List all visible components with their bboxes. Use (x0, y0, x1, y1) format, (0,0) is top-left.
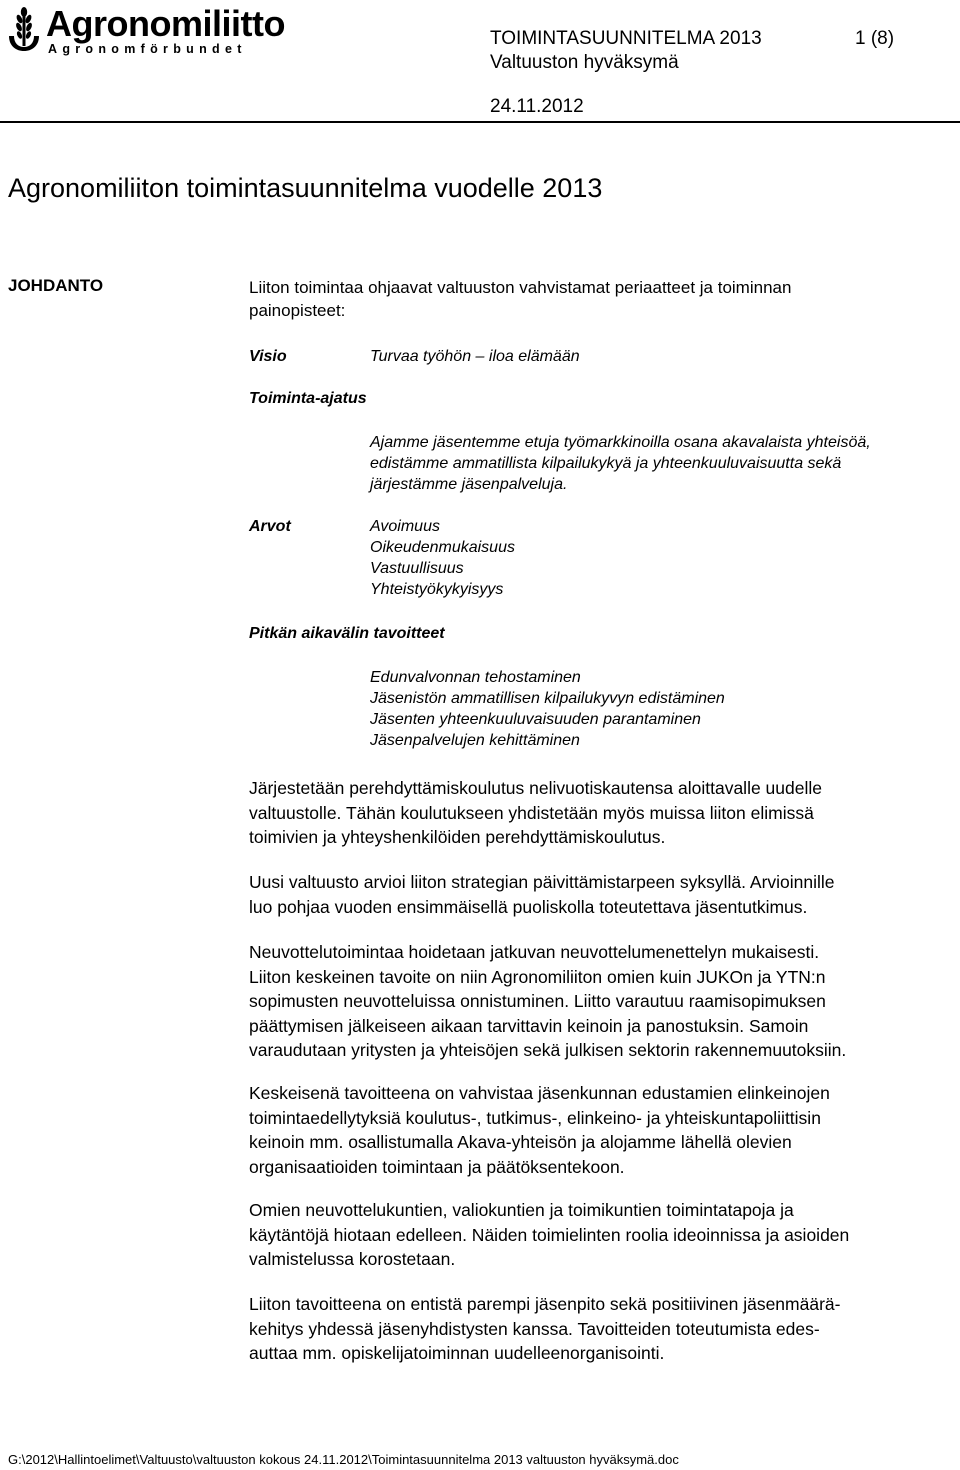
tavoite-item: Jäsenistön ammatillisen kilpailukyvyn edistäminen (370, 690, 725, 707)
paragraph-line: päättymisen jälkeiseen aikaan tarvittavin keinoin ja panostuksin. Samoin (249, 1015, 809, 1036)
paragraph-line: varaudutaan yritysten ja yhteisöjen sekä julkisen sektorin rakennemuutoksiin. (249, 1040, 847, 1060)
header-divider (0, 121, 960, 123)
arvo-item: Yhteistyökykyisyys (370, 581, 504, 598)
toiminta-line: järjestämme jäsenpalveluja. (370, 476, 568, 493)
paragraph-line: Neuvottelutoimintaa hoidetaan jatkuvan neuvottelumenettelyn mukaisesti. (249, 942, 820, 962)
visio-label: Visio (249, 348, 287, 365)
arvo-item: Avoimuus (370, 518, 440, 535)
approval-status: Valtuuston hyväksymä (490, 52, 679, 73)
paragraph-perehdytys (249, 776, 954, 850)
paragraph-line: toimintaedellytyksiä koulutus-, tutkimus-, elinkeino- ja yhteiskuntapoliittisin (249, 1107, 821, 1128)
toiminta-ajatus-label: Toiminta-ajatus (249, 390, 367, 407)
paragraph-line: käytäntöjä hiotaan edelleen. Näiden toimielinten roolia ideoinnissa ja asioiden (249, 1224, 850, 1245)
intro-line: Liiton toimintaa ohjaavat valtuuston vahvistamat periaatteet ja toiminnan (249, 278, 792, 297)
agronomiliitto-logo (6, 3, 285, 56)
paragraph-line: toimivien ja yhteyshenkilöiden perehdyttämiskoulutus. (249, 827, 666, 847)
arvot-list (370, 516, 515, 600)
paragraph-line: Keskeisenä tavoitteena on vahvistaa jäsenkunnan edustamien elinkeinojen (249, 1083, 830, 1103)
visio-text: Turvaa työhön – iloa elämään (370, 348, 580, 365)
intro-line: painopisteet: (249, 301, 346, 320)
doc-date: 24.11.2012 (490, 96, 584, 117)
paragraph-line: sopimusten neuvotteluissa onnistuminen. Liitto varautuu raamisopimuksen (249, 991, 826, 1011)
toiminta-line: Ajamme jäsentemme etuja työmarkkinoilla osana akavalaista yhteisöä, (370, 434, 871, 451)
arvo-item: Oikeudenmukaisuus (370, 539, 515, 556)
paragraph-line: Omien neuvottelukuntien, valiokuntien ja toimikuntien toimintatapoja ja (249, 1200, 794, 1220)
paragraph-toimielimet (249, 1198, 954, 1272)
toiminta-ajatus-text (370, 432, 871, 495)
paragraph-line: organisaatioiden toimintaan ja päätöksentekoon. (249, 1156, 625, 1177)
paragraph-line: auttaa mm. opiskelijatoiminnan uudelleenorganisointi. (249, 1343, 665, 1363)
tavoitteet-list (370, 667, 725, 751)
logo-subtitle: Agronomförbundet (48, 42, 247, 56)
paragraph-elinkeinot (249, 1081, 954, 1179)
paragraph-neuvottelu (249, 940, 954, 1063)
paragraph-line: keinoin mm. osallistumalla Akava-yhteisön ja alojamme lähellä olevien (249, 1132, 792, 1152)
logo-name: Agronomiliitto (46, 3, 285, 44)
paragraph-line: Liiton tavoitteena on entistä parempi jäsenpito sekä positiivinen jäsenmäärä- (249, 1294, 841, 1314)
section-heading: JOHDANTO (8, 276, 104, 295)
paragraph-line: valmistelussa korostetaan. (249, 1249, 456, 1269)
paragraph-line: luo pohjaa vuoden ensimmäisellä puoliskolla toteutettava jäsentutkimus. (249, 896, 808, 917)
page-number: 1 (8) (855, 28, 895, 49)
paragraph-jasenpito (249, 1292, 954, 1366)
doc-title: TOIMINTASUUNNITELMA 2013 (490, 28, 762, 49)
paragraph-line: Järjestetään perehdyttämiskoulutus nelivuotiskautensa aloittavalle uudelle (249, 778, 822, 798)
paragraph-line: Liiton keskeinen tavoite on niin Agronomiliiton omien kuin JUKOn ja YTN:n (249, 966, 826, 987)
paragraph-strategia (249, 870, 954, 919)
page-title: Agronomiliiton toimintasuunnitelma vuodelle 2013 (8, 173, 603, 203)
tavoite-item: Edunvalvonnan tehostaminen (370, 669, 581, 686)
paragraph-line: kehitys yhdessä jäsenyhdistysten kanssa. Tavoitteiden toteutumista edes- (249, 1318, 820, 1339)
footer-file-path: G:\2012\Hallintoelimet\Valtuusto\valtuuston kokous 24.11.2012\Toimintasuunnitelma 2013 valtuuston hyväksymä.doc (8, 1452, 679, 1467)
arvot-label: Arvot (249, 518, 291, 535)
arvo-item: Vastuullisuus (370, 560, 464, 577)
paragraph-line: Uusi valtuusto arvioi liiton strategian päivittämistarpeen syksyllä. Arvioinnille (249, 872, 835, 892)
paragraph-line: valtuustolle. Tähän koulutukseen yhdistetään myös muissa liiton elimissä (249, 802, 814, 823)
toiminta-line: edistämme ammatillista kilpailukykyä ja yhteenkuuluvaisuutta sekä (370, 455, 842, 472)
section-intro (249, 276, 949, 322)
tavoitteet-label: Pitkän aikavälin tavoitteet (249, 625, 445, 642)
tavoite-item: Jäsenten yhteenkuuluvaisuuden parantaminen (370, 711, 701, 728)
wheat-emblem-icon (6, 6, 42, 52)
tavoite-item: Jäsenpalvelujen kehittäminen (370, 732, 580, 749)
